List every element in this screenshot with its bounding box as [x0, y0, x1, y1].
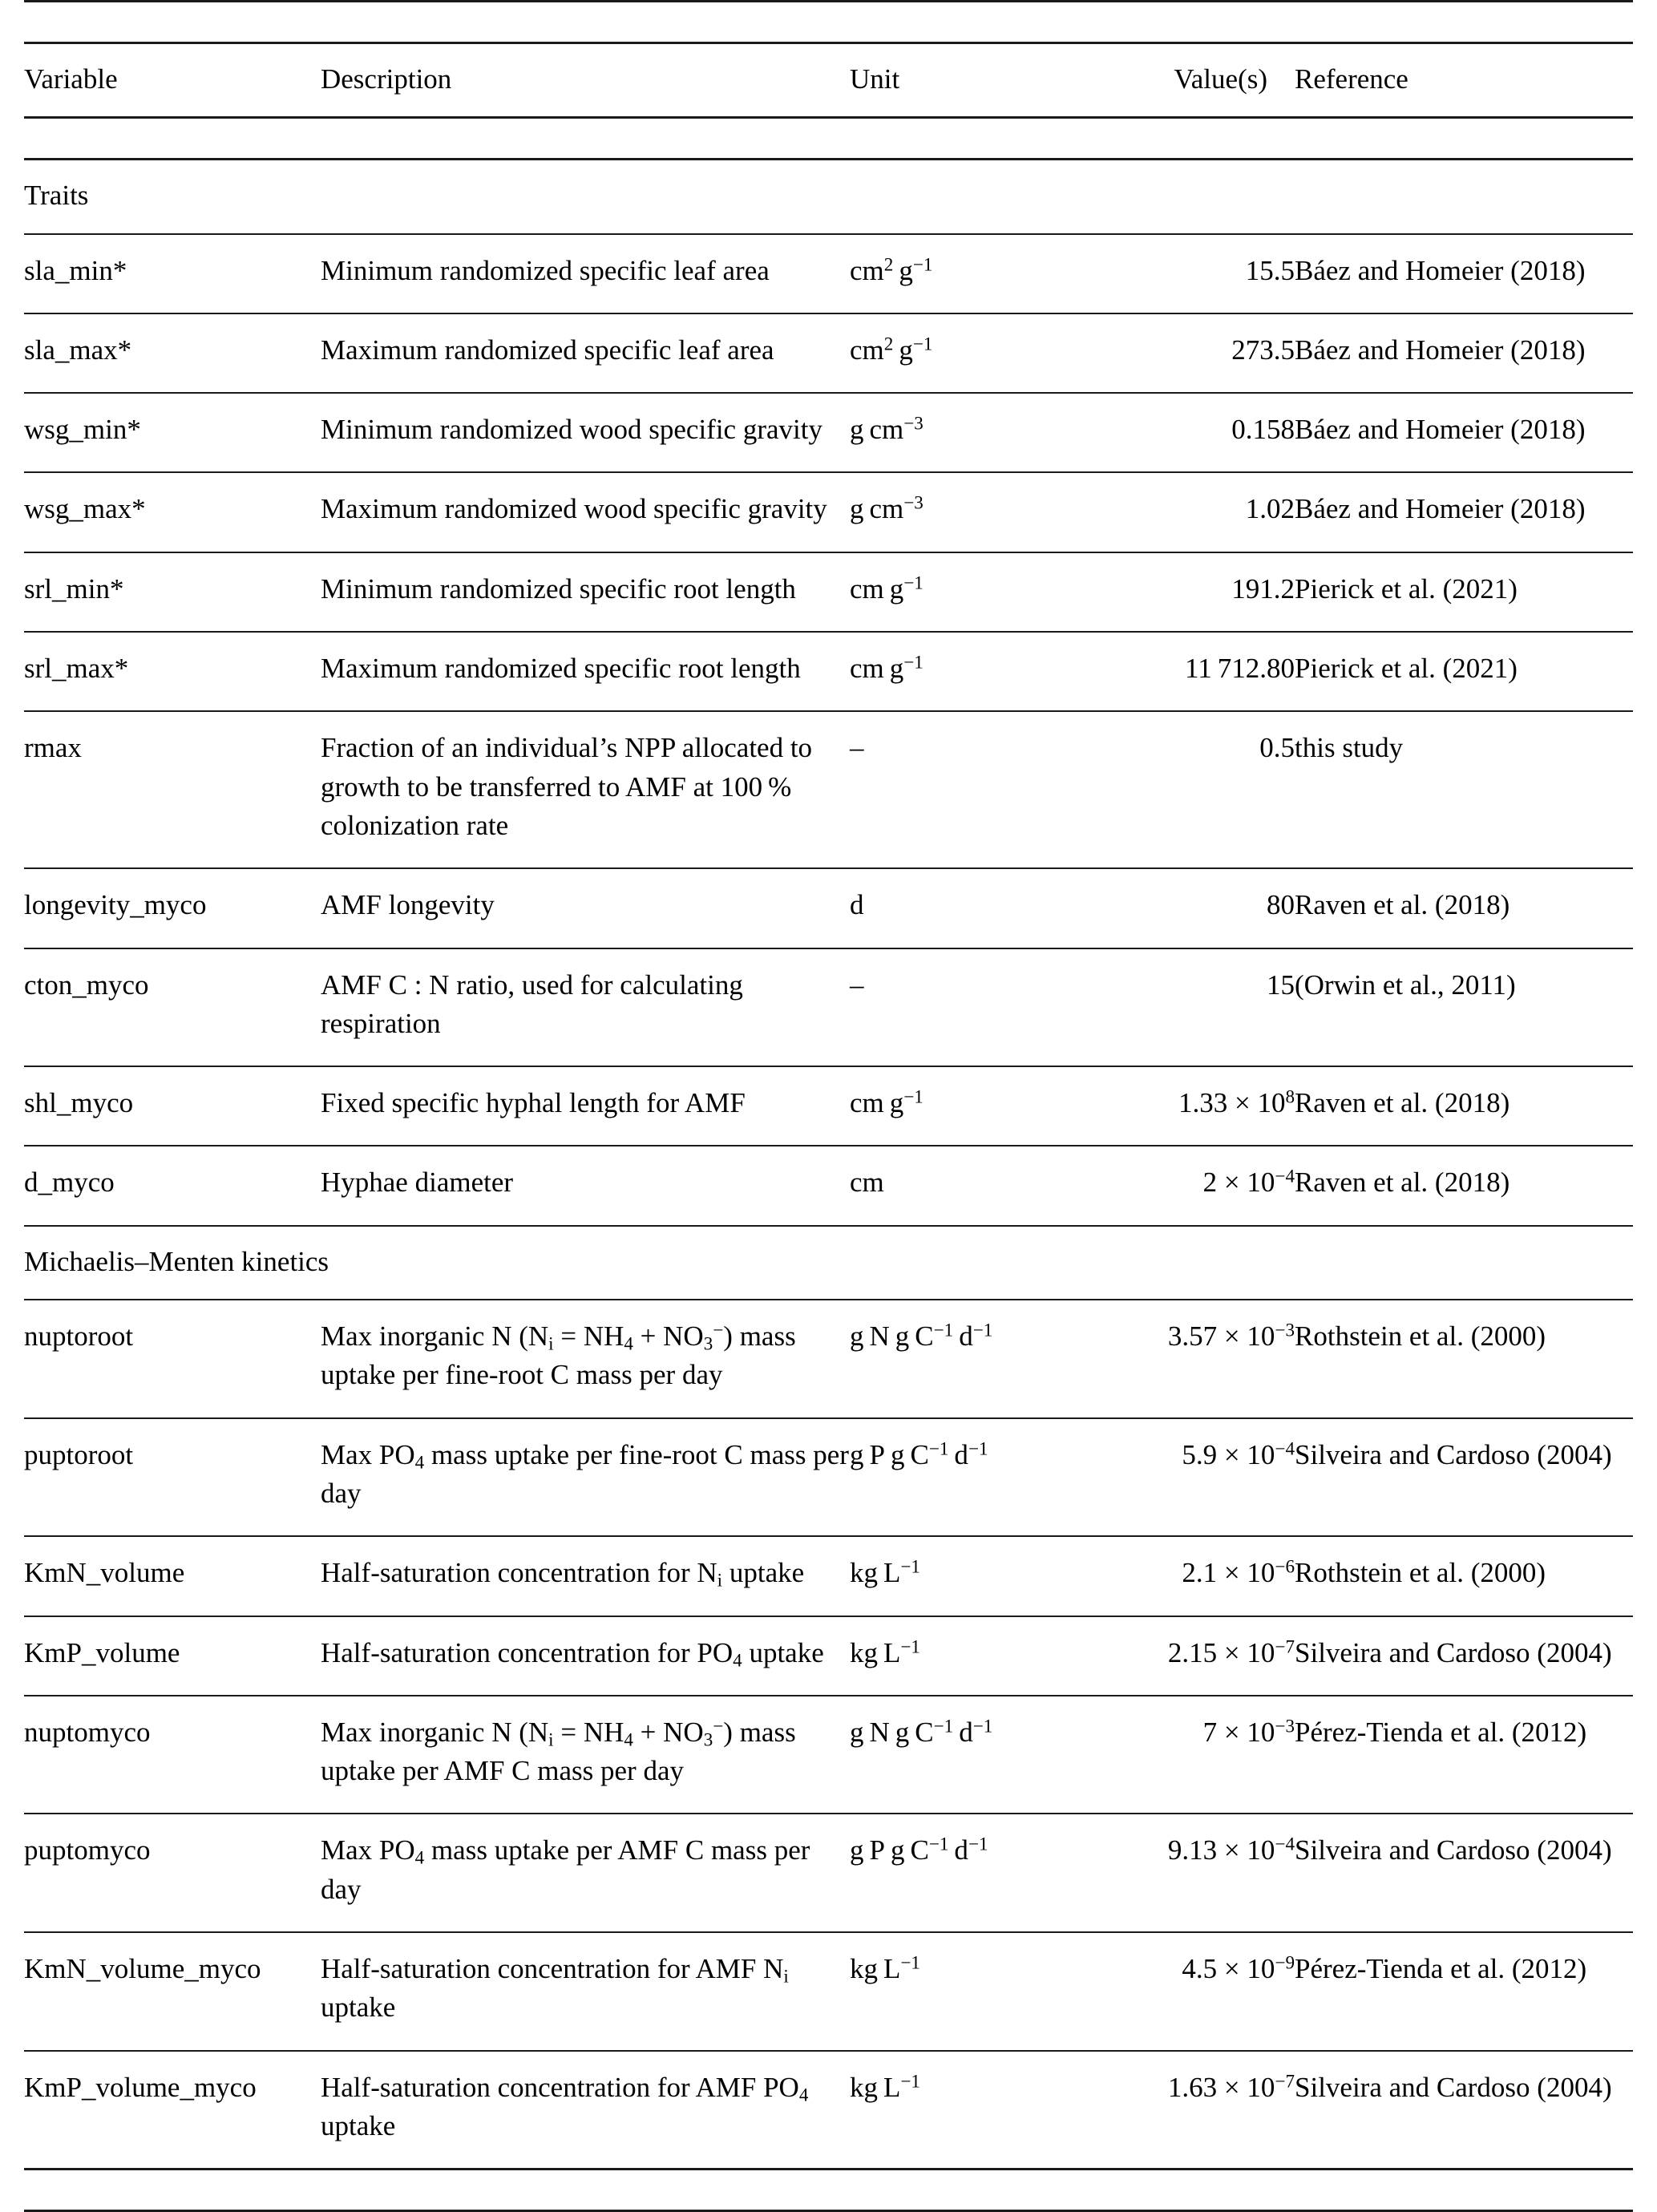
cell-description: Max $PO_4$ mass uptake per fine-root C mass per day: [321, 1418, 850, 1537]
cell-value: $5.9 \times 10^{-4}$: [1090, 1418, 1295, 1537]
cell-reference: Pierick et al. (2021): [1295, 632, 1633, 711]
cell-value: 11 712.80: [1090, 632, 1295, 711]
cell-variable: KmN_volume: [24, 1536, 321, 1616]
cell-variable: KmN_volume_myco: [24, 1932, 321, 2051]
cell-reference: Pérez-Tienda et al. (2012): [1295, 1696, 1633, 1814]
cell-description: Fixed specific hyphal length for AMF: [321, 1066, 850, 1146]
cell-value: 273.5: [1090, 313, 1295, 393]
cell-unit: –: [850, 711, 1090, 868]
column-header-description: Description: [321, 63, 452, 95]
table-row: [24, 711, 1633, 868]
cell-value: $1.63 \times 10^{-7}$: [1090, 2051, 1295, 2170]
cell-value: $2 \times 10^{-4}$: [1090, 1146, 1295, 1225]
cell-unit: g P g $C^{-1}$ $d^{-1}$: [850, 1418, 1090, 1537]
cell-unit: $cm^2$ $g^{-1}$: [850, 313, 1090, 393]
section-label: Traits: [24, 180, 89, 212]
section-header-row: [24, 160, 1633, 234]
cell-value: 191.2: [1090, 552, 1295, 632]
cell-unit: kg $L^{-1}$: [850, 1932, 1090, 2051]
cell-variable: puptomyco: [24, 1814, 321, 1932]
cell-reference: this study: [1295, 711, 1633, 868]
cell-unit: cm: [850, 1146, 1090, 1225]
cell-reference: Pierick et al. (2021): [1295, 552, 1633, 632]
cell-unit: g P g $C^{-1}$ $d^{-1}$: [850, 1814, 1090, 1932]
cell-reference: Pérez-Tienda et al. (2012): [1295, 1932, 1633, 2051]
cell-value: $9.13 \times 10^{-4}$: [1090, 1814, 1295, 1932]
cell-description: AMF C : N ratio, used for calculating respiration: [321, 948, 850, 1067]
cell-variable: nuptomyco: [24, 1696, 321, 1814]
cell-reference: Silveira and Cardoso (2004): [1295, 1814, 1633, 1932]
table-row: [24, 552, 1633, 632]
cell-unit: g N g $C^{-1}$ $d^{-1}$: [850, 1696, 1090, 1814]
cell-unit: g N g $C^{-1}$ $d^{-1}$: [850, 1300, 1090, 1418]
table-row: [24, 1146, 1633, 1225]
cell-variable: srl_max*: [24, 632, 321, 711]
cell-value: 0.158: [1090, 393, 1295, 472]
table-row: [24, 1066, 1633, 1146]
cell-description: Fraction of an individual’s NPP allocated to growth to be transferred to AMF at 100 % colonization rate: [321, 711, 850, 868]
cell-reference: Silveira and Cardoso (2004): [1295, 1418, 1633, 1537]
cell-description: Minimum randomized wood specific gravity: [321, 393, 850, 472]
cell-description: Max inorganic N $(N_i = NH_4 + NO_3^-)$ mass uptake per AMF C mass per day: [321, 1696, 850, 1814]
column-header-variable: Variable: [24, 63, 118, 95]
cell-unit: cm $g^{-1}$: [850, 552, 1090, 632]
cell-variable: KmP_volume_myco: [24, 2051, 321, 2170]
cell-reference: Raven et al. (2018): [1295, 1066, 1633, 1146]
table-row: [24, 1300, 1633, 1418]
column-header-reference: Reference: [1295, 63, 1408, 95]
table-row: [24, 632, 1633, 711]
cell-variable: srl_min*: [24, 552, 321, 632]
cell-unit: –: [850, 948, 1090, 1067]
cell-variable: sla_max*: [24, 313, 321, 393]
horizontal-rule: [24, 2, 1633, 43]
table-row: [24, 393, 1633, 472]
cell-variable: wsg_min*: [24, 393, 321, 472]
horizontal-rule: [24, 2170, 1633, 2211]
horizontal-rule: [24, 118, 1633, 160]
cell-reference: (Orwin et al., 2011): [1295, 948, 1633, 1067]
cell-value: $2.1 \times 10^{-6}$: [1090, 1536, 1295, 1616]
table-row: [24, 1814, 1633, 1932]
cell-unit: cm $g^{-1}$: [850, 632, 1090, 711]
cell-description: Max inorganic N $(N_i = NH_4 + NO_3^-)$ mass uptake per fine-root C mass per day: [321, 1300, 850, 1418]
cell-value: 15: [1090, 948, 1295, 1067]
table-row: [24, 1418, 1633, 1537]
cell-unit: $cm^2$ $g^{-1}$: [850, 234, 1090, 313]
cell-reference: Báez and Homeier (2018): [1295, 234, 1633, 313]
cell-variable: KmP_volume: [24, 1616, 321, 1696]
table-row: [24, 1616, 1633, 1696]
cell-unit: g $cm^{-3}$: [850, 393, 1090, 472]
table-row: [24, 234, 1633, 313]
cell-description: Maximum randomized specific root length: [321, 632, 850, 711]
cell-value: $4.5 \times 10^{-9}$: [1090, 1932, 1295, 2051]
table-bottom-rule: [24, 2170, 1633, 2211]
cell-reference: Rothstein et al. (2000): [1295, 1536, 1633, 1616]
table-row: [24, 868, 1633, 948]
cell-value: 15.5: [1090, 234, 1295, 313]
cell-description: Max $PO_4$ mass uptake per AMF C mass per day: [321, 1814, 850, 1932]
cell-reference: Báez and Homeier (2018): [1295, 393, 1633, 472]
table-row: [24, 313, 1633, 393]
cell-unit: d: [850, 868, 1090, 948]
column-header-value: Value(s): [1174, 63, 1267, 95]
cell-description: Hyphae diameter: [321, 1146, 850, 1225]
cell-reference: Rothstein et al. (2000): [1295, 1300, 1633, 1418]
cell-reference: Báez and Homeier (2018): [1295, 313, 1633, 393]
cell-value: 0.5: [1090, 711, 1295, 868]
cell-value: $1.33 \times 10^8$: [1090, 1066, 1295, 1146]
cell-variable: shl_myco: [24, 1066, 321, 1146]
table-row: [24, 948, 1633, 1067]
cell-variable: nuptoroot: [24, 1300, 321, 1418]
cell-unit: g $cm^{-3}$: [850, 472, 1090, 552]
cell-description: Maximum randomized wood specific gravity: [321, 472, 850, 552]
cell-variable: puptoroot: [24, 1418, 321, 1537]
table-row: [24, 472, 1633, 552]
cell-variable: wsg_max*: [24, 472, 321, 552]
cell-variable: cton_myco: [24, 948, 321, 1067]
column-header-unit: Unit: [850, 63, 900, 95]
section-label: Michaelis–Menten kinetics: [24, 1226, 1633, 1300]
cell-unit: cm $g^{-1}$: [850, 1066, 1090, 1146]
section-header-row: [24, 1226, 1633, 1300]
table-row: [24, 1536, 1633, 1616]
table-header-rule: [24, 118, 1633, 160]
cell-description: Maximum randomized specific leaf area: [321, 313, 850, 393]
cell-value: $2.15 \times 10^{-7}$: [1090, 1616, 1295, 1696]
cell-unit: kg $L^{-1}$: [850, 1616, 1090, 1696]
table-top-rule: [24, 2, 1633, 43]
cell-variable: sla_min*: [24, 234, 321, 313]
table-header-row: [24, 43, 1633, 118]
cell-reference: Silveira and Cardoso (2004): [1295, 1616, 1633, 1696]
cell-variable: d_myco: [24, 1146, 321, 1225]
cell-description: Minimum randomized specific leaf area: [321, 234, 850, 313]
cell-reference: Raven et al. (2018): [1295, 1146, 1633, 1225]
cell-value: 1.02: [1090, 472, 1295, 552]
parameter-table: [24, 0, 1633, 2212]
cell-value: 80: [1090, 868, 1295, 948]
cell-description: Half-saturation concentration for $N_i$ uptake: [321, 1536, 850, 1616]
cell-value: $7 \times 10^{-3}$: [1090, 1696, 1295, 1814]
cell-description: Half-saturation concentration for AMF $N_i$ uptake: [321, 1932, 850, 2051]
cell-description: Half-saturation concentration for $PO_4$ uptake: [321, 1616, 850, 1696]
table-row: [24, 2051, 1633, 2170]
cell-value: $3.57 \times 10^{-3}$: [1090, 1300, 1295, 1418]
cell-unit: kg $L^{-1}$: [850, 2051, 1090, 2170]
cell-reference: Raven et al. (2018): [1295, 868, 1633, 948]
cell-description: Minimum randomized specific root length: [321, 552, 850, 632]
cell-reference: Silveira and Cardoso (2004): [1295, 2051, 1633, 2170]
cell-description: AMF longevity: [321, 868, 850, 948]
table-row: [24, 1932, 1633, 2051]
cell-unit: kg $L^{-1}$: [850, 1536, 1090, 1616]
cell-variable: rmax: [24, 711, 321, 868]
cell-reference: Báez and Homeier (2018): [1295, 472, 1633, 552]
cell-variable: longevity_myco: [24, 868, 321, 948]
table-row: [24, 1696, 1633, 1814]
cell-description: Half-saturation concentration for AMF $PO_4$ uptake: [321, 2051, 850, 2170]
